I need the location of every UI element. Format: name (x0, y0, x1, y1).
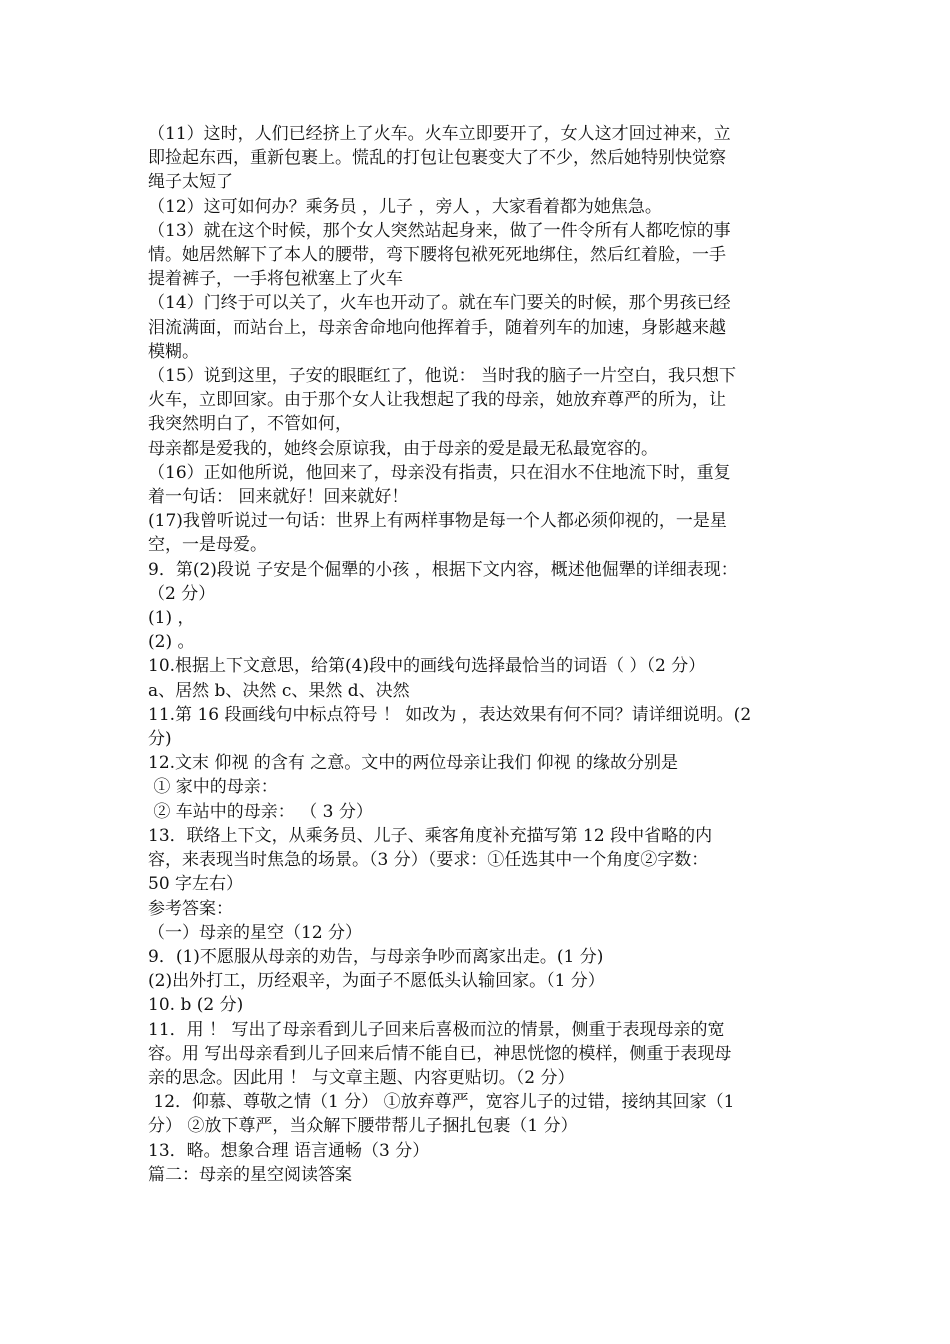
question-line: 分) (148, 729, 172, 750)
text-line: （11）这时，人们已经挤上了火车。火车立即要开了，女人这才回过神来，立 (148, 124, 731, 144)
text-line: （12）这可如何办？乘务员 ，儿子 ，旁人 ，大家看着都为她焦急。 (148, 196, 662, 217)
question-line: 容，来表现当时焦急的场景。（3 分）（要求：①任选其中一个角度②字数： (148, 850, 709, 871)
question-line: (1) ， (148, 608, 195, 629)
answer-line: 12．仰慕、尊敬之情（1 分） ①放弃尊严，宽容儿子的过错，接纳其回家（1 (148, 1092, 735, 1113)
answer-line: 10. b (2 分) (148, 995, 244, 1016)
text-line: （13）就在这个时候，那个女人突然站起身来，做了一件令所有人都吃惊的事 (148, 220, 731, 241)
text-line: 我突然明白了，不管如何， (148, 414, 352, 435)
document-body (148, 122, 804, 1187)
text-line: （14）门终于可以关了，火车也开动了。就在车门要关的时候，那个男孩已经 (148, 293, 731, 314)
question-line: (2) 。 (148, 632, 195, 653)
text-line: 空，一是母爱。 (148, 535, 267, 556)
text-line: 着一句话： 回来就好！回来就好！ (148, 487, 409, 508)
question-line: 13．联络上下文，从乘务员、儿子、乘客角度补充描写第 12 段中省略的内 (148, 825, 713, 846)
question-line: 50 字左右） (148, 874, 244, 895)
text-line: 绳子太短了 (148, 172, 233, 193)
answer-line: 容。用 写出母亲看到儿子回来后情不能自已，神思恍惚的模样，侧重于表现母 (148, 1043, 732, 1064)
answer-line: (2)出外打工，历经艰辛，为面子不愿低头认输回家。（1 分） (148, 971, 605, 992)
question-line: 12.文末 仰视 的含有 之意。文中的两位母亲让我们 仰视 的缘故分别是 (148, 753, 679, 774)
text-line: (17)我曾听说过一句话：世界上有两样事物是每一个人都必须仰视的，一是星 (148, 511, 727, 532)
text-line: （15）说到这里，子安的眼眶红了，他说： 当时我的脑子一片空白，我只想下 (148, 366, 737, 387)
question-line: （2 分） (148, 583, 216, 604)
question-line: 11.第 16 段画线句中标点符号 ！ 如改为 ，表达效果有何不同？请详细说明。(2 (148, 704, 752, 725)
question-line: a、居然 b、决然 c、果然 d、决然 (148, 680, 410, 701)
answer-line: 亲的思念。因此用 ！ 与文章主题、内容更贴切。（2 分） (148, 1067, 575, 1088)
question-line: 10.根据上下文意思，给第(4)段中的画线句选择最恰当的词语（ ）（2 分） (148, 656, 706, 677)
text-line: 火车，立即回家。由于那个女人让我想起了我的母亲，她放弃尊严的所为，让 (148, 390, 726, 411)
text-line: 模糊。 (148, 341, 199, 362)
answer-line: 11．用 ！ 写出了母亲看到儿子回来后喜极而泣的情景，侧重于表现母亲的宽 (148, 1019, 725, 1040)
answer-line: 13．略。想象合理 语言通畅（3 分） (148, 1140, 430, 1161)
question-line: ② 车站中的母亲： （ 3 分） (148, 801, 373, 822)
text-line: 情。她居然解下了本人的腰带，弯下腰将包袱死死地绑住，然后红着脸，一手 (148, 245, 726, 266)
text-line: 即捡起东西，重新包裹上。慌乱的打包让包裹变大了不少，然后她特别快觉察 (148, 148, 726, 169)
text-line: 母亲都是爱我的，她终会原谅我，由于母亲的爱是最无私最宽容的。 (148, 438, 658, 459)
question-line: ① 家中的母亲： (148, 777, 278, 798)
text-line: 提着裤子，一手将包袱塞上了火车 (148, 269, 403, 290)
question-line: 9．第(2)段说 子安是个倔犟的小孩 ，根据下文内容，概述他倔犟的详细表现： (148, 559, 738, 580)
section-heading: 篇二：母亲的星空阅读答案 (148, 1164, 352, 1185)
text-line: 泪流满面，而站台上，母亲舍命地向他挥着手，随着列车的加速，身影越来越 (148, 317, 726, 338)
text-line: （16）正如他所说，他回来了，母亲没有指责，只在泪水不住地流下时，重复 (148, 462, 731, 483)
answer-heading: 参考答案： (148, 898, 233, 919)
answer-line: （一）母亲的星空（12 分） (148, 922, 363, 943)
answer-line: 分） ②放下尊严，当众解下腰带帮儿子捆扎包裹（1 分） (148, 1116, 578, 1137)
answer-line: 9．(1)不愿服从母亲的劝告，与母亲争吵而离家出走。(1 分) (148, 946, 604, 967)
